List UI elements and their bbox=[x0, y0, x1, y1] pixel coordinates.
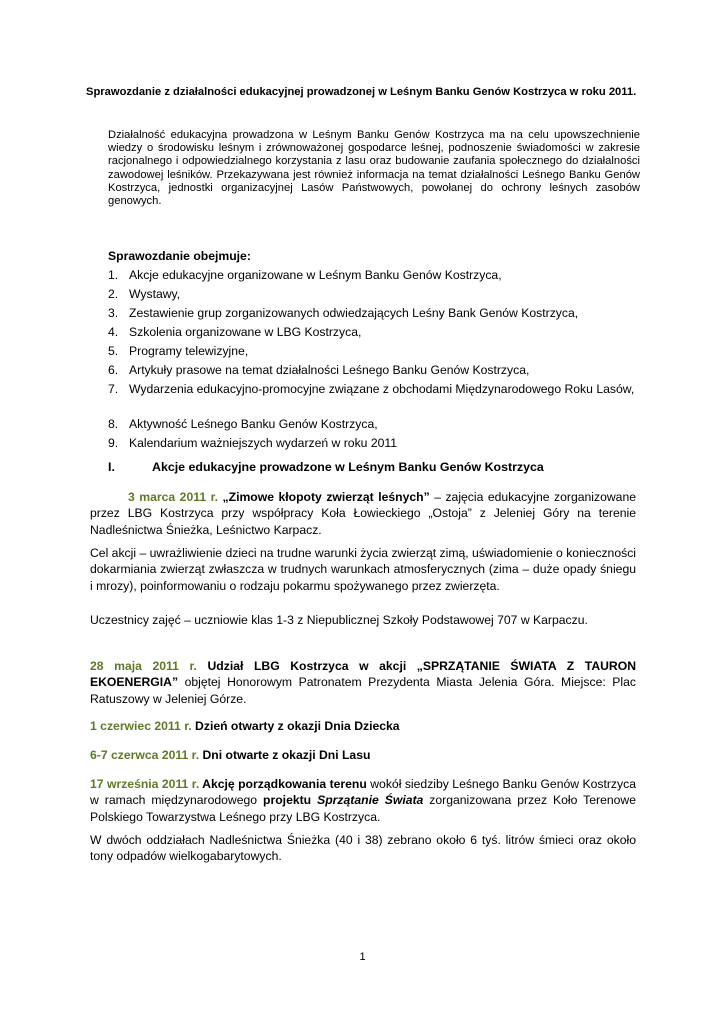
list-item bbox=[108, 306, 640, 321]
page-number: 1 bbox=[359, 951, 366, 963]
event-description: wokół siedziby Leśnego Banku Genów Kostrzyca w ramach międzynarodowego bbox=[90, 777, 636, 808]
project-label: projektu bbox=[263, 793, 318, 808]
list-item-text: Wydarzenia edukacyjno-promocyjne związane z obchodami Międzynarodowego Roku Lasów, bbox=[129, 382, 635, 396]
document-title: Sprawozdanie z działalności edukacyjnej prowadzonej w Leśnym Banku Genów Kostrzyca w roku 2011. bbox=[86, 86, 637, 98]
event-paragraph bbox=[90, 776, 636, 825]
event-result-paragraph: W dwóch oddziałach Nadleśnictwa Śnieżka (40 i 38) zebrano około 6 tyś. litrów śmieci oraz około tony odpadów wielkogabarytowych. bbox=[90, 833, 636, 864]
list-item bbox=[108, 287, 640, 302]
list-item-text: Programy telewizyjne, bbox=[129, 344, 249, 358]
section-number: I. bbox=[108, 460, 115, 474]
event-goal-paragraph: Cel akcji – uwrażliwienie dzieci na trudne warunki życia zwierząt zimą, uświadomienie o konieczności dokarmiania zwierząt zwłaszcza w trudnych warunkach atmosferycznych (zima – duże opady śniegu i mrozy), poinformowaniu o rodzaju pokarmu spożywanego przez zwierzęta. bbox=[90, 546, 636, 593]
list-item bbox=[108, 268, 640, 283]
list-item-text: Zestawienie grup zorganizowanych odwiedzających Leśny Bank Genów Kostrzyca, bbox=[129, 306, 579, 320]
event-title: Dzień otwarty z okazji Dnia Dziecka bbox=[191, 719, 400, 733]
event-title: „Zimowe kłopoty zwierząt leśnych” bbox=[222, 490, 430, 504]
list-item-number: 7. bbox=[108, 382, 119, 396]
event-date: 3 marca 2011 r. bbox=[128, 490, 219, 504]
event-participants-paragraph: Uczestnicy zajęć – uczniowie klas 1-3 z Niepublicznej Szkoły Podstawowej 707 w Karpaczu. bbox=[90, 613, 588, 627]
list-item-number: 6. bbox=[108, 363, 119, 377]
list-item-text: Kalendarium ważniejszych wydarzeń w roku 2011 bbox=[129, 436, 398, 450]
event-date: 17 września 2011 r. bbox=[90, 777, 200, 791]
event-paragraph bbox=[90, 747, 636, 763]
list-item-number: 9. bbox=[108, 436, 119, 450]
event-paragraph bbox=[90, 489, 636, 538]
list-item-text: Wystawy, bbox=[129, 287, 181, 301]
list-item-number: 1. bbox=[108, 268, 119, 282]
event-paragraph bbox=[90, 658, 636, 707]
list-item-number: 3. bbox=[108, 306, 119, 320]
event-date: 6-7 czerwca 2011 r. bbox=[90, 748, 200, 762]
event-date: 28 maja 2011 r. bbox=[90, 659, 197, 673]
event-title: Akcję porządkowania terenu bbox=[199, 777, 367, 791]
list-item bbox=[108, 417, 640, 432]
list-item bbox=[108, 363, 640, 378]
list-item-text: Aktywność Leśnego Banku Genów Kostrzyca, bbox=[129, 417, 378, 431]
list-item-text: Akcje edukacyjne organizowane w Leśnym Banku Genów Kostrzyca, bbox=[129, 268, 502, 282]
list-item-number: 4. bbox=[108, 325, 119, 339]
event-date: 1 czerwiec 2011 r. bbox=[90, 719, 192, 733]
list-item-text: Artykuły prasowe na temat działalności Leśnego Banku Genów Kostrzyca, bbox=[129, 363, 530, 377]
list-item-number: 8. bbox=[108, 417, 119, 431]
list-item-number: 5. bbox=[108, 344, 119, 358]
event-title: Dni otwarte z okazji Dni Lasu bbox=[199, 748, 371, 762]
event-description: – zajęcia edukacyjne zorganizowane przez LBG Kostrzyca przy współpracy Koła Łowieckiego „Ostoja” z Jeleniej Góry na terenie Nadleśnictwa Śnieżka, Leśnictwo Karpacz. bbox=[90, 490, 636, 537]
scope-heading: Sprawozdanie obejmuje: bbox=[108, 249, 251, 263]
list-item bbox=[108, 344, 640, 359]
event-title: Udział LBG Kostrzyca w akcji „SPRZĄTANIE ŚWIATA Z TAURON EKOENERGIA” bbox=[90, 659, 637, 690]
list-item bbox=[108, 382, 640, 397]
event-description-end: zorganizowana przez Koło Terenowe Polskiego Towarzystwa Leśnego przy LBG Kostrzyca. bbox=[90, 793, 637, 824]
event-paragraph bbox=[90, 718, 636, 734]
list-item bbox=[108, 325, 640, 340]
project-name: Sprzątanie Świata bbox=[317, 793, 424, 808]
list-item-text: Szkolenia organizowane w LBG Kostrzyca, bbox=[129, 325, 362, 339]
list-item bbox=[108, 436, 640, 451]
section-title: Akcje edukacyjne prowadzone w Leśnym Banku Genów Kostrzyca bbox=[152, 460, 544, 474]
intro-paragraph: Działalność edukacyjna prowadzona w Leśnym Banku Genów Kostrzyca ma na celu upowszechnienie wiedzy o środowisku leśnym i zrównoważonej gospodarce leśnej, podnoszenie świadomości w zakresie racjonalnego i odpowiedzialnego korzystania z lasu oraz budowanie zaufania społecznego do działalności zawodowej leśników. Przekazywana jest również informacja na temat działalności Leśnego Banku Genów Kostrzyca, jednostki organizacyjnej Lasów Państwowych, powołanej do ochrony leśnych zasobów genowych. bbox=[108, 129, 640, 208]
list-item-number: 2. bbox=[108, 287, 119, 301]
event-description: objętej Honorowym Patronatem Prezydenta Miasta Jelenia Góra. Miejsce: Plac Ratuszowy w Jeleniej Górze. bbox=[90, 675, 636, 706]
